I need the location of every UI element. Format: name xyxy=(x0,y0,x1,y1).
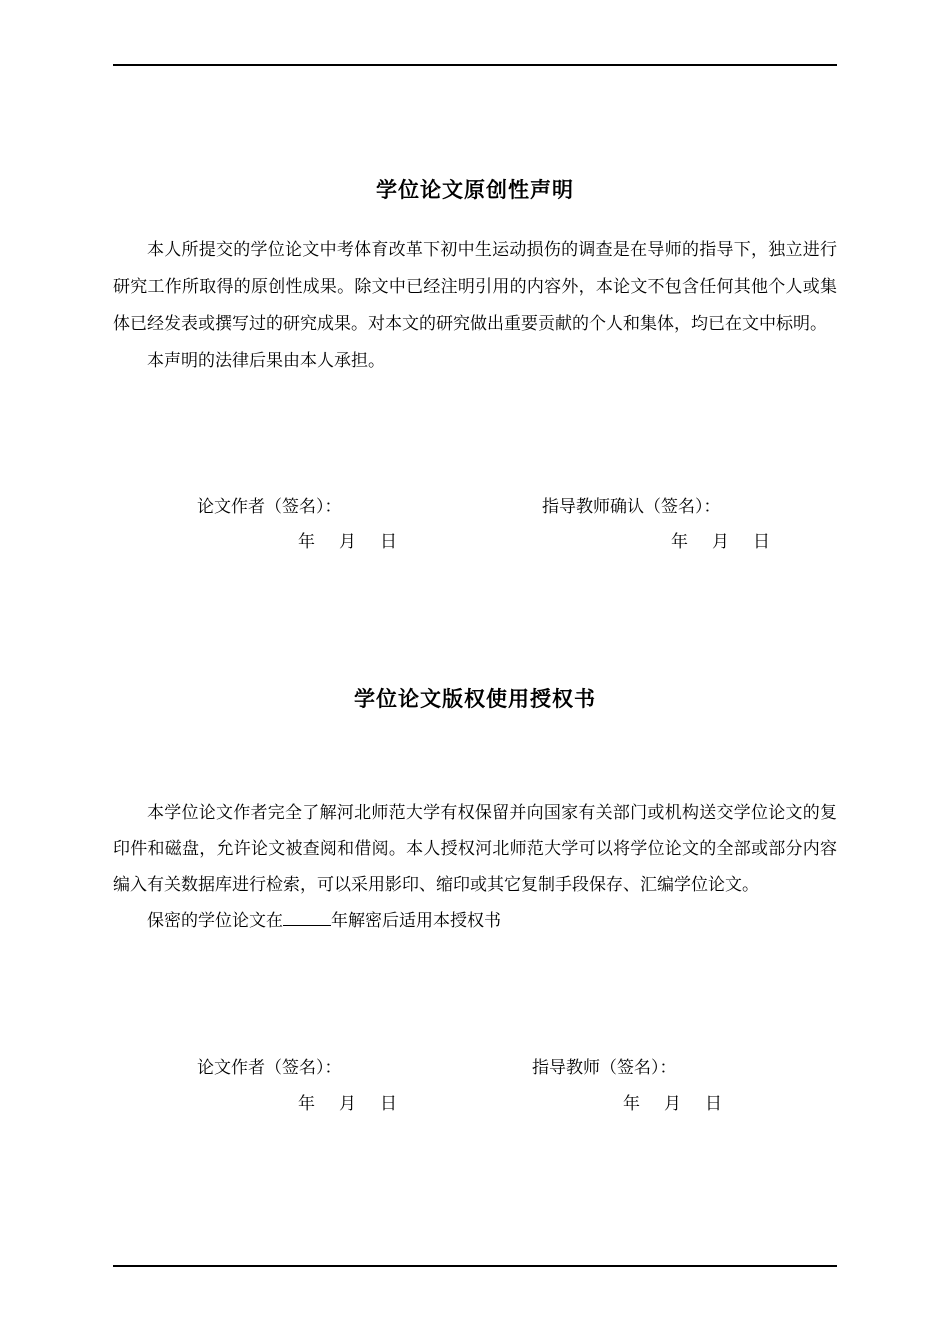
header-rule xyxy=(113,64,837,66)
copyright-authorization-paragraph: 本学位论文作者完全了解河北师范大学有权保留并向国家有关部门或机构送交学位论文的复印件和磁盘，允许论文被查阅和借阅。本人授权河北师范大学可以将学位论文的全部或部分内容编入有关数据库进行检索，可以采用影印、缩印或其它复制手段保存、汇编学位论文。 xyxy=(113,803,837,895)
advisor-confirm-signature-label: 指导教师确认（签名）： xyxy=(542,497,721,517)
copyright-authorization-title: 学位论文版权使用授权书 xyxy=(354,687,596,711)
secret-suffix: 年解密后适用本授权书 xyxy=(331,911,501,931)
advisor-signature-label: 指导教师（签名）： xyxy=(532,1058,677,1078)
originality-statement-title: 学位论文原创性声明 xyxy=(376,178,574,202)
year-blank xyxy=(283,911,331,926)
author-signature-label: 论文作者（签名）： xyxy=(197,497,342,517)
date-year: 年 xyxy=(298,532,315,552)
advisor-date xyxy=(671,530,770,554)
date-year: 年 xyxy=(671,532,688,552)
date-month: 月 xyxy=(339,1094,356,1114)
originality-statement-body xyxy=(113,232,837,380)
author-signature-label: 论文作者（签名）： xyxy=(197,1058,342,1078)
date-year: 年 xyxy=(298,1094,315,1114)
secret-thesis-line xyxy=(113,903,837,939)
date-month: 月 xyxy=(712,532,729,552)
author-date xyxy=(298,1092,397,1116)
copyright-authorization-body xyxy=(113,795,837,939)
originality-statement-paragraph: 本人所提交的学位论文中考体育改革下初中生运动损伤的调查是在导师的指导下，独立进行研究工作所取得的原创性成果。除文中已经注明引用的内容外，本论文不包含任何其他个人或集体已经发表或撰写过的研究成果。对本文的研究做出重要贡献的个人和集体，均已在文中标明。 xyxy=(113,240,837,334)
advisor-date xyxy=(623,1092,722,1116)
date-day: 日 xyxy=(380,532,397,552)
date-month: 月 xyxy=(339,532,356,552)
footer-rule xyxy=(113,1265,837,1267)
date-day: 日 xyxy=(753,532,770,552)
author-date xyxy=(298,530,397,554)
date-year: 年 xyxy=(623,1094,640,1114)
secret-prefix: 保密的学位论文在 xyxy=(147,911,283,931)
date-day: 日 xyxy=(380,1094,397,1114)
date-day: 日 xyxy=(705,1094,722,1114)
legal-consequence-paragraph: 本声明的法律后果由本人承担。 xyxy=(147,351,385,371)
date-month: 月 xyxy=(664,1094,681,1114)
